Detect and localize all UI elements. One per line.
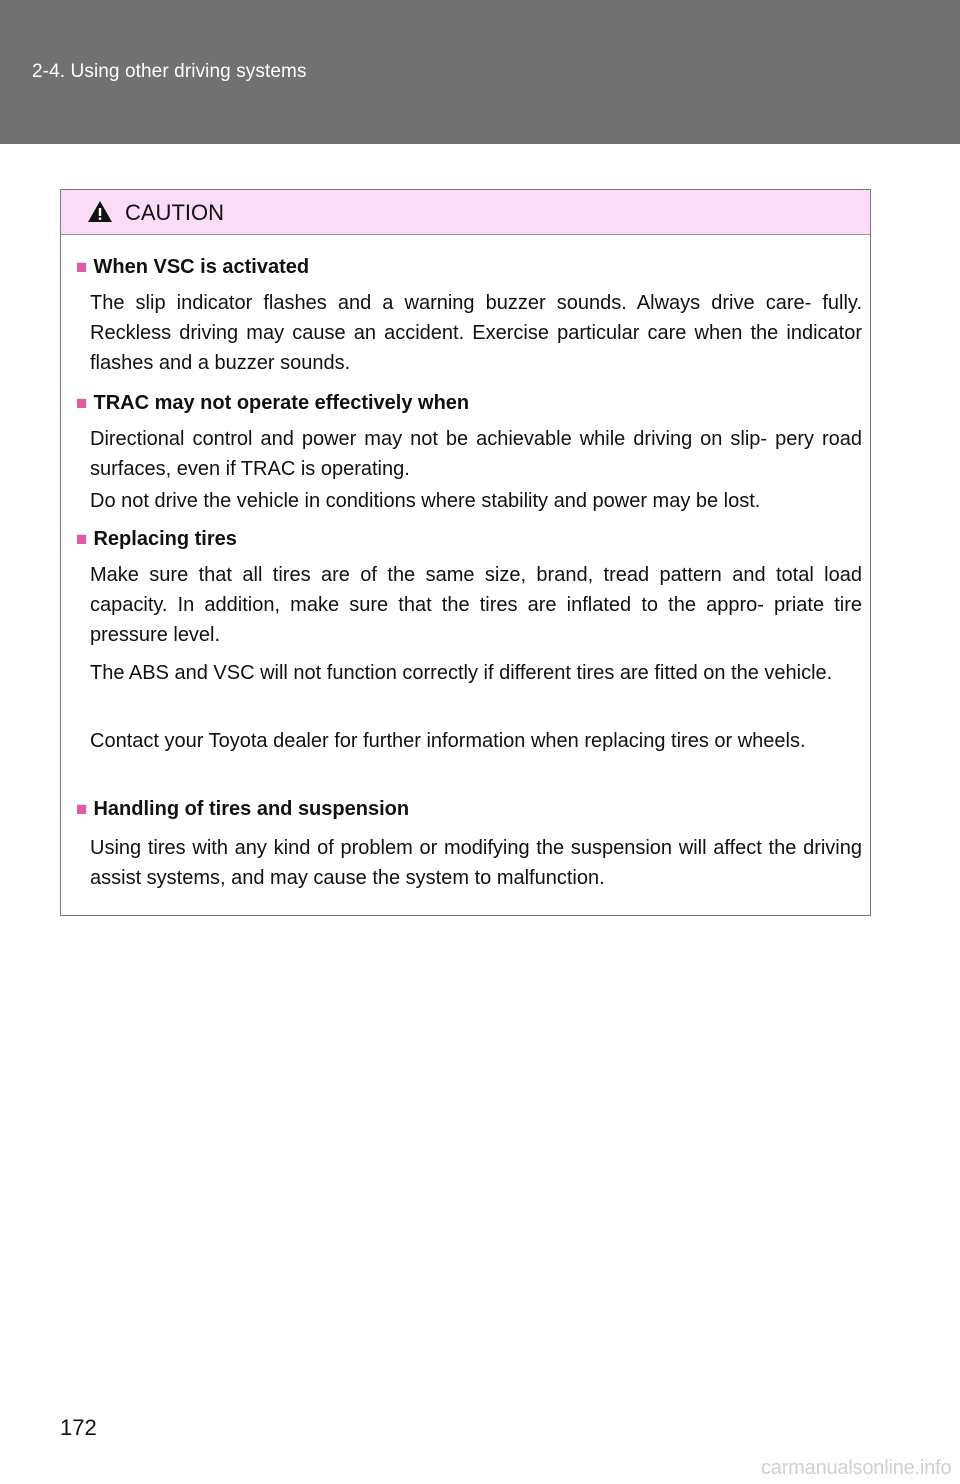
square-bullet-icon: ■: [76, 393, 88, 414]
paragraph: The ABS and VSC will not function correctly if different tires are fitted on the vehicle.: [90, 662, 833, 684]
paragraph: Do not drive the vehicle in conditions where stability and power may be lost.: [90, 490, 761, 512]
paragraph: Contact your Toyota dealer for further information when replacing tires or wheels.: [90, 730, 806, 752]
section-heading: ■ Handling of tires and suspension: [76, 798, 410, 820]
chapter-header-bar: [0, 0, 960, 144]
section-heading: ■ TRAC may not operate effectively when: [76, 392, 470, 414]
paragraph: Make sure that all tires are of the same size, brand, tread pattern and total load capacity. In addition, make sure that the tires are inflated to the appro- priate tire pressure level.: [90, 564, 862, 646]
square-bullet-icon: ■: [76, 799, 88, 820]
paragraph: The slip indicator flashes and a warning buzzer sounds. Always drive care- fully. Reckless driving may cause an accident. Exercise particular care when the indicator flashes and a buzzer sounds.: [90, 292, 862, 374]
warning-triangle-icon: [87, 200, 113, 223]
paragraph: Using tires with any kind of problem or modifying the suspension will affect the driving assist systems, and may cause the system to malfunction.: [90, 837, 862, 889]
section-title: 2-4. Using other driving systems: [32, 61, 307, 82]
caution-header: [61, 190, 870, 235]
caution-title: CAUTION: [125, 200, 224, 225]
watermark: carmanualsonline.info: [761, 1457, 952, 1479]
section-heading: ■ Replacing tires: [76, 528, 237, 550]
square-bullet-icon: ■: [76, 529, 88, 550]
caution-box: [60, 189, 871, 916]
page-number: 172: [60, 1415, 97, 1440]
section-heading: ■ When VSC is activated: [76, 256, 310, 278]
paragraph: Directional control and power may not be achievable while driving on slip- pery road surfaces, even if TRAC is operating.: [90, 428, 862, 480]
square-bullet-icon: ■: [76, 257, 88, 278]
